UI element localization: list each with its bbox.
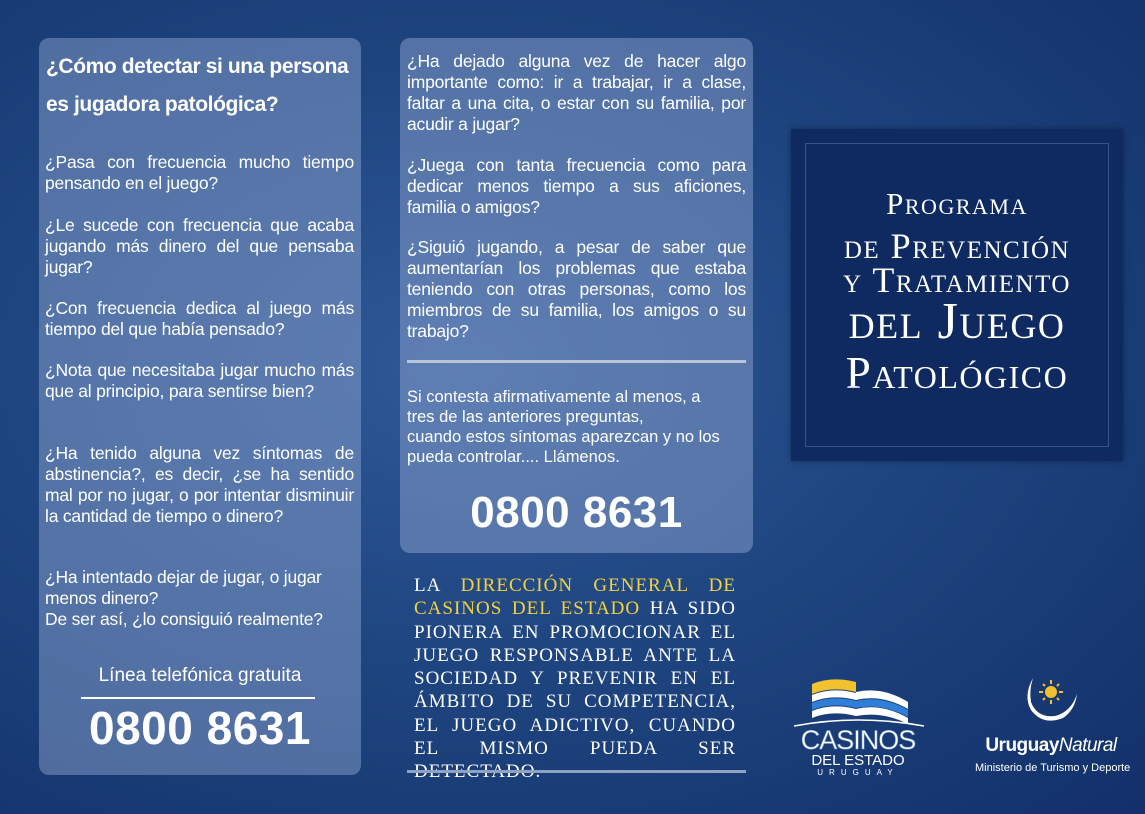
- heading-line-2: es jugadora patológica?: [46, 93, 279, 116]
- divider: [407, 360, 746, 363]
- casinos-logo-line-1: CASINOS: [800, 725, 916, 755]
- question-7: De ser así, ¿lo consiguió realmente?: [45, 609, 323, 629]
- sun-emblem-icon: [975, 672, 1127, 732]
- uruguay-natural-name: [975, 735, 1127, 757]
- casinos-logo-line-2: DEL ESTADO: [811, 752, 905, 769]
- helpline-number: 0800 8631: [470, 488, 683, 537]
- title-line-4: del Juego: [848, 293, 1066, 350]
- heading-line-1: ¿Cómo detectar si una persona: [46, 55, 349, 78]
- panel-heading: [46, 48, 358, 124]
- title-line-5: Patológico: [845, 348, 1069, 398]
- casinos-del-estado-logo: [790, 676, 926, 776]
- uruguay-natural-logo: [975, 672, 1131, 782]
- direccion-body: HA SIDO PIONERA EN PROMOCIONAR EL JUEGO RESPONSABLE ANTE LA SOCIEDAD Y PREVENIR EN EL ÁMBITO DE SU COMPETENCIA, EL JUEGO ADICTIVO, CUANDO EL MISMO PUEDA SER: [414, 598, 736, 760]
- title-line-3: y Tratamiento: [843, 260, 1071, 300]
- ministry-name: Ministerio de Turismo y Deporte: [975, 762, 1131, 774]
- conclusion-text: [407, 387, 746, 467]
- divider: [407, 770, 746, 773]
- question-8: ¿Ha dejado alguna vez de hacer algo importante como: ir a trabajar, ir a clase, faltar a una cita, o estar con su familia, por acudir a jugar?: [407, 51, 746, 134]
- conclusion-line: cuando estos síntomas aparezcan y no los: [407, 428, 720, 446]
- casinos-flag-icon: [790, 676, 926, 728]
- conclusion-line: Si contesta afirmativamente al menos, a: [407, 388, 701, 406]
- conclusion-line: pueda controlar.... Llámenos.: [407, 448, 620, 466]
- question-9: ¿Juega con tanta frecuencia como para dedicar menos tiempo a sus aficiones, familia o amigos?: [407, 155, 746, 217]
- direccion-statement: [414, 574, 736, 784]
- question-6: ¿Ha intentado dejar de jugar, o jugar menos dinero?: [45, 567, 322, 608]
- helpline-number: 0800 8631: [89, 702, 311, 754]
- casinos-logo-line-3: URUGUAY: [817, 768, 899, 777]
- direccion-prefix: LA: [414, 575, 461, 596]
- question-4: ¿Nota que necesitaba jugar mucho más que al principio, para sentirse bien?: [45, 360, 354, 401]
- question-3: ¿Con frecuencia dedica al juego más tiempo del que había pensado?: [45, 298, 354, 339]
- uruguay-word: Uruguay: [985, 735, 1059, 756]
- title-line-2: de Prevención: [843, 226, 1071, 266]
- program-title-box: [791, 129, 1123, 461]
- question-5: ¿Ha tenido alguna vez síntomas de abstinencia?, es decir, ¿se ha sentido mal por no jugar, o por intentar disminuir la cantidad de tiempo o dinero?: [45, 443, 354, 526]
- natural-word: Natural: [1058, 735, 1117, 756]
- questions-panel-left: [39, 38, 361, 775]
- divider: [81, 697, 315, 699]
- question-2: ¿Le sucede con frecuencia que acaba jugando más dinero del que pensaba jugar?: [45, 215, 354, 277]
- conclusion-line: tres de las anteriores preguntas,: [407, 408, 644, 426]
- question-10: ¿Siguió jugando, a pesar de saber que aumentarían los problemas que estaba teniendo con otras personas, como los miembros de su familia, los amigos o su trabajo?: [407, 237, 746, 341]
- free-phone-label: Línea telefónica gratuita: [98, 665, 302, 686]
- question-1: ¿Pasa con frecuencia mucho tiempo pensando en el juego?: [45, 152, 354, 193]
- title-line-1: Programa: [886, 186, 1028, 221]
- direccion-highlight: DIRECCIÓN GENERAL DE CASINOS DEL ESTADO: [414, 575, 737, 620]
- questions-panel-middle: [400, 38, 753, 553]
